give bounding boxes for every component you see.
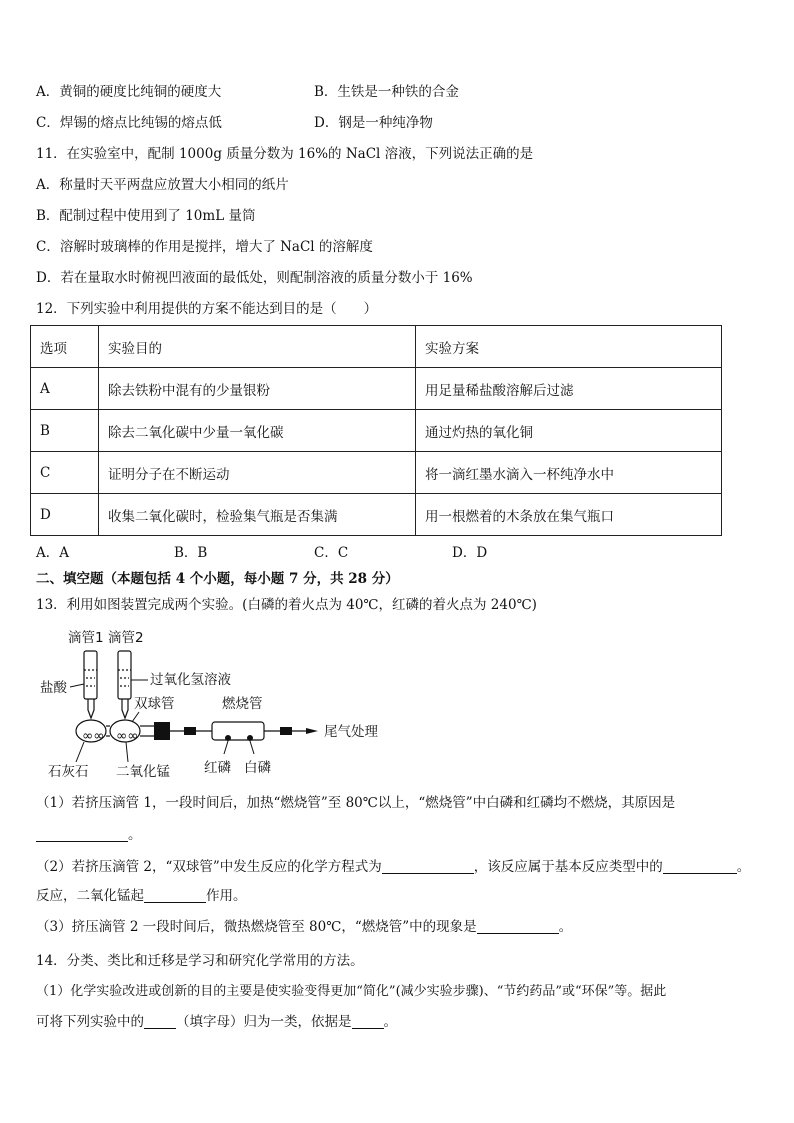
q13-part3 (36, 918, 572, 936)
rubber-stopper (154, 722, 170, 740)
q13-part2-line2-text-b: 作用。 (206, 888, 247, 904)
q12-answer-b: B．B (174, 545, 208, 561)
table-cell: B (31, 410, 99, 452)
arrow-icon (306, 728, 318, 734)
q13-part1-answer (36, 826, 142, 844)
q14-stem: 14．分类、类比和迁移是学习和研究化学常用的方法。 (36, 953, 364, 969)
table-cell: C (31, 452, 99, 494)
q14-part1-text-a: 可将下列实验中的 (36, 1014, 144, 1030)
limestone-solid: ∞∞ (82, 728, 105, 744)
limestone-label: 石灰石 (48, 764, 89, 780)
white-phosphorus (247, 735, 253, 741)
dropper-1 (84, 651, 97, 718)
table-cell: 用足量稀盐酸溶解后过滤 (416, 368, 722, 410)
exhaust-label: 尾气处理 (324, 724, 378, 740)
q12-answer-c: C．C (314, 545, 349, 561)
h2o2-label: 过氧化氢溶液 (150, 672, 231, 688)
q12-table (30, 325, 722, 536)
q11-option-b: B．配制过程中使用到了 10mL 量筒 (36, 208, 256, 224)
table-cell: 收集二氧化碳时，检验集气瓶是否集满 (99, 494, 416, 536)
white-phosphorus-label: 白磷 (244, 760, 271, 776)
dropper-2 (118, 651, 131, 718)
q13-part2-line2 (36, 887, 247, 905)
table-header-cell: 实验方案 (416, 326, 722, 368)
table-row (31, 410, 722, 452)
punctuation: 。 (736, 859, 751, 875)
q11-option-c: C．溶解时玻璃棒的作用是搅拌，增大了 NaCl 的溶解度 (36, 239, 373, 255)
q10-option-b: B．生铁是一种铁的合金 (314, 84, 459, 100)
table-header-cell: 实验目的 (99, 326, 416, 368)
punctuation: 。 (128, 827, 142, 843)
q13-part2 (36, 858, 750, 876)
q13-stem: 13．利用如图装置完成两个实验。(白磷的着火点为 40℃，红磷的着火点为 240℃) (36, 597, 537, 613)
q11-option-d: D．若在量取水时俯视凹液面的最低处，则配制溶液的质量分数小于 16% (36, 270, 473, 286)
q13-part1 (36, 794, 675, 812)
mno2-solid: ∞∞ (116, 728, 139, 744)
mno2-label: 二氧化锰 (116, 764, 170, 780)
q13-part2-text-b: ，该反应属于基本反应类型中的 (473, 859, 663, 875)
q14-part1-text-b: （填字母）归为一类，依据是 (176, 1014, 352, 1030)
combustion-tube-label: 燃烧管 (222, 696, 263, 712)
apparatus-diagram (36, 626, 396, 784)
table-cell: 证明分子在不断运动 (99, 452, 416, 494)
table-cell: D (31, 494, 99, 536)
answer-blank[interactable] (663, 859, 737, 874)
punctuation: 。 (383, 1014, 397, 1030)
hcl-label: 盐酸 (40, 680, 67, 696)
red-phosphorus (225, 735, 231, 741)
q12-stem: 12．下列实验中利用提供的方案不能达到目的是（ ） (36, 301, 378, 317)
table-row (31, 368, 722, 410)
answer-blank[interactable] (144, 1014, 176, 1029)
answer-blank[interactable] (144, 888, 206, 903)
red-phosphorus-label: 红磷 (204, 760, 231, 776)
q14-part1-line1: （1）化学实验改进或创新的目的主要是使实验变得更加“简化”(减少实验步骤)、“节约药品”或“环保”等。据此 (36, 984, 667, 999)
q10-option-d: D．钢是一种纯净物 (314, 115, 433, 131)
dropper1-label: 滴管1 (68, 630, 104, 646)
table-header-cell: 选项 (31, 326, 99, 368)
answer-blank[interactable] (36, 827, 128, 842)
q12-answer-a: A．A (36, 545, 69, 561)
connector (184, 727, 196, 735)
answer-blank[interactable] (382, 859, 474, 874)
table-cell: 将一滴红墨水滴入一杯纯净水中 (416, 452, 722, 494)
table-cell: 除去二氧化碳中少量一氧化碳 (99, 410, 416, 452)
q10-option-a: A．黄铜的硬度比纯铜的硬度大 (36, 84, 222, 100)
table-cell: 通过灼热的氧化铜 (416, 410, 722, 452)
table-header-row (31, 326, 722, 368)
q12-answer-d: D．D (452, 545, 488, 561)
q13-part1-text: （1）若挤压滴管 1，一段时间后，加热“燃烧管”至 80℃以上，“燃烧管”中白磷和红磷均不燃烧，其原因是 (36, 795, 676, 811)
punctuation: 。 (558, 919, 573, 935)
q11-option-a: A．称量时天平两盘应放置大小相同的纸片 (36, 177, 289, 193)
table-row (31, 452, 722, 494)
dropper2-label: 滴管2 (108, 630, 144, 646)
table-cell: 用一根燃着的木条放在集气瓶口 (416, 494, 722, 536)
answer-blank[interactable] (352, 1014, 384, 1029)
q10-option-c: C．焊锡的熔点比纯锡的熔点低 (36, 115, 222, 131)
q13-part3-text: （3）挤压滴管 2 一段时间后，微热燃烧管至 80℃，“燃烧管”中的现象是 (36, 919, 477, 935)
double-bulb-label: 双球管 (134, 696, 175, 712)
q13-part2-line2-text-a: 反应，二氧化锰起 (36, 888, 144, 904)
q14-part1-line2 (36, 1013, 397, 1031)
q13-part2-text-a: （2）若挤压滴管 2，“双球管”中发生反应的化学方程式为 (36, 859, 382, 875)
table-cell: A (31, 368, 99, 410)
table-cell: 除去铁粉中混有的少量银粉 (99, 368, 416, 410)
table-row (31, 494, 722, 536)
q11-stem: 11．在实验室中，配制 1000g 质量分数为 16%的 NaCl 溶液，下列说法正确的是 (36, 146, 534, 162)
connector (280, 727, 292, 735)
section-heading: 二、填空题（本题包括 4 个小题，每小题 7 分，共 28 分） (36, 571, 399, 587)
answer-blank[interactable] (477, 919, 559, 934)
